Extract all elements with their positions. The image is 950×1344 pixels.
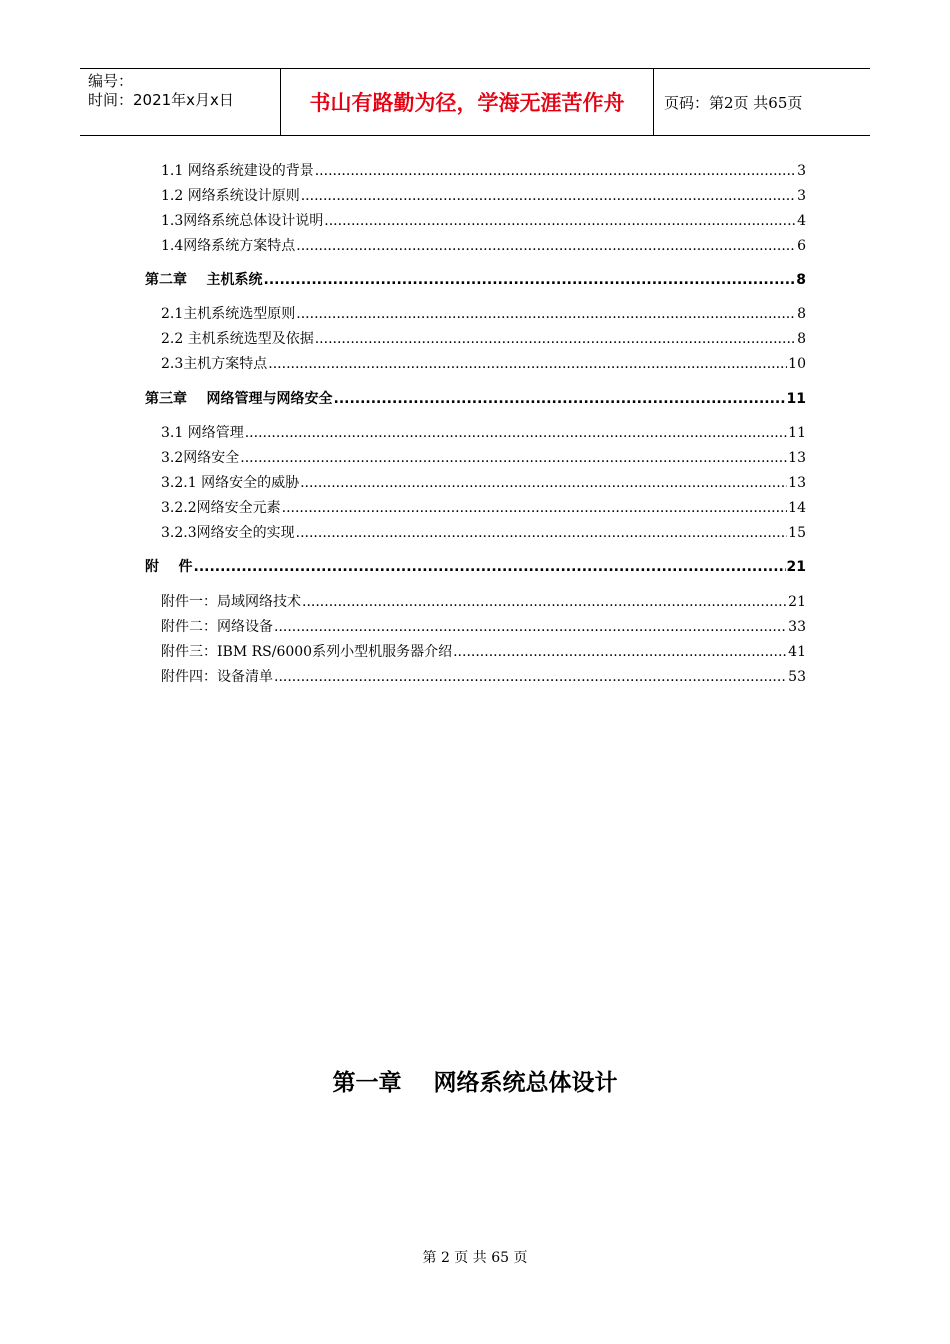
toc-entry-page: 11 bbox=[788, 425, 806, 441]
toc-leader bbox=[453, 642, 787, 662]
toc-entry-text: 1.1 网络系统建设的背景 bbox=[161, 163, 314, 179]
toc-entry[interactable] bbox=[161, 236, 806, 256]
toc-leader bbox=[296, 304, 796, 324]
toc-entry-page: 14 bbox=[788, 500, 806, 516]
toc-entry-text: 1.3网络系统总体设计说明 bbox=[161, 213, 324, 229]
toc-entry-page: 8 bbox=[797, 331, 806, 347]
toc-entry-text: 2.2 主机系统选型及依据 bbox=[161, 331, 314, 347]
toc-entry[interactable] bbox=[161, 304, 806, 324]
toc-entry-text: 第二章 主机系统 bbox=[145, 272, 263, 288]
toc-leader bbox=[240, 448, 787, 468]
toc-entry-text: 附件一：局域网络技术 bbox=[161, 594, 301, 610]
toc-entry-page: 13 bbox=[788, 475, 806, 491]
toc-leader bbox=[245, 423, 787, 443]
toc-entry[interactable] bbox=[161, 211, 806, 231]
toc-entry-text: 3.2.3网络安全的实现 bbox=[161, 525, 295, 541]
toc-entry-text: 2.3主机方案特点 bbox=[161, 356, 268, 372]
toc-leader bbox=[282, 498, 788, 518]
toc-entry[interactable] bbox=[161, 667, 806, 687]
toc-entry[interactable] bbox=[161, 523, 806, 543]
toc-entry-page: 15 bbox=[788, 525, 806, 541]
toc-entry-page: 53 bbox=[788, 669, 806, 685]
toc-entry[interactable] bbox=[161, 186, 806, 206]
toc-entry-page: 33 bbox=[788, 619, 806, 635]
page-footer: 第 2 页 共 65 页 bbox=[422, 1250, 528, 1266]
toc-leader bbox=[296, 236, 796, 256]
toc-leader bbox=[274, 667, 787, 687]
toc-entry-page: 8 bbox=[797, 306, 806, 322]
toc-entry[interactable] bbox=[161, 329, 806, 349]
toc-entry[interactable] bbox=[161, 161, 806, 181]
toc-entry-text: 附件二：网络设备 bbox=[161, 619, 273, 635]
toc-entry[interactable] bbox=[161, 642, 806, 662]
toc-entry-page: 21 bbox=[788, 594, 806, 610]
toc-entry[interactable] bbox=[161, 423, 806, 443]
toc-entry-text: 附件三：IBM RS/6000系列小型机服务器介绍 bbox=[161, 644, 453, 660]
toc-entry-text: 第三章 网络管理与网络安全 bbox=[145, 391, 333, 407]
toc-entry[interactable] bbox=[161, 473, 806, 493]
header-motto: 书山有路勤为径，学海无涯苦作舟 bbox=[281, 69, 654, 135]
toc-leader bbox=[315, 161, 796, 181]
toc-entry-page: 6 bbox=[797, 238, 806, 254]
toc-leader bbox=[268, 354, 787, 374]
toc-leader bbox=[302, 592, 787, 612]
toc-leader bbox=[194, 557, 786, 577]
toc-entry-text: 1.2 网络系统设计原则 bbox=[161, 188, 300, 204]
toc-entry[interactable] bbox=[161, 354, 806, 374]
toc-entry-text: 3.2.2网络安全元素 bbox=[161, 500, 281, 516]
header-meta bbox=[80, 69, 281, 135]
toc-entry[interactable] bbox=[161, 498, 806, 518]
toc-entry[interactable] bbox=[161, 592, 806, 612]
toc-entry-text: 附件四：设备清单 bbox=[161, 669, 273, 685]
toc-entry-text: 3.1 网络管理 bbox=[161, 425, 244, 441]
toc-leader bbox=[334, 389, 786, 409]
toc-chapter[interactable] bbox=[145, 389, 806, 409]
toc-entry-page: 13 bbox=[788, 450, 806, 466]
toc-chapter[interactable] bbox=[145, 270, 806, 290]
page-header bbox=[80, 68, 870, 136]
toc-entry-page: 41 bbox=[788, 644, 806, 660]
time-label: 时间：2021年x月x日 bbox=[88, 91, 234, 109]
toc-leader bbox=[315, 329, 796, 349]
toc-leader bbox=[264, 270, 796, 290]
toc-entry-text: 2.1主机系统选型原则 bbox=[161, 306, 296, 322]
toc-entry-page: 10 bbox=[788, 356, 806, 372]
toc-entry-page: 3 bbox=[797, 163, 806, 179]
toc-leader bbox=[296, 523, 788, 543]
toc-leader bbox=[300, 473, 787, 493]
toc-chapter[interactable] bbox=[145, 557, 806, 577]
toc-entry-page: 3 bbox=[797, 188, 806, 204]
toc-entry-text: 附 件 bbox=[145, 559, 193, 575]
toc-leader bbox=[301, 186, 796, 206]
toc-entry-text: 3.2网络安全 bbox=[161, 450, 240, 466]
toc-entry-page: 21 bbox=[786, 559, 806, 575]
toc-entry[interactable] bbox=[161, 617, 806, 637]
toc-entry-page: 11 bbox=[786, 391, 806, 407]
toc-leader bbox=[324, 211, 796, 231]
toc-entry-page: 8 bbox=[796, 272, 806, 288]
chapter-heading: 第一章 网络系统总体设计 bbox=[332, 1070, 618, 1096]
toc-entry-text: 3.2.1 网络安全的威胁 bbox=[161, 475, 300, 491]
toc-entry[interactable] bbox=[161, 448, 806, 468]
toc-leader bbox=[274, 617, 787, 637]
number-label: 编号： bbox=[88, 72, 134, 90]
toc-entry-page: 4 bbox=[797, 213, 806, 229]
toc-entry-text: 1.4网络系统方案特点 bbox=[161, 238, 296, 254]
header-page-info: 页码：第2页 共65页 bbox=[664, 93, 803, 112]
